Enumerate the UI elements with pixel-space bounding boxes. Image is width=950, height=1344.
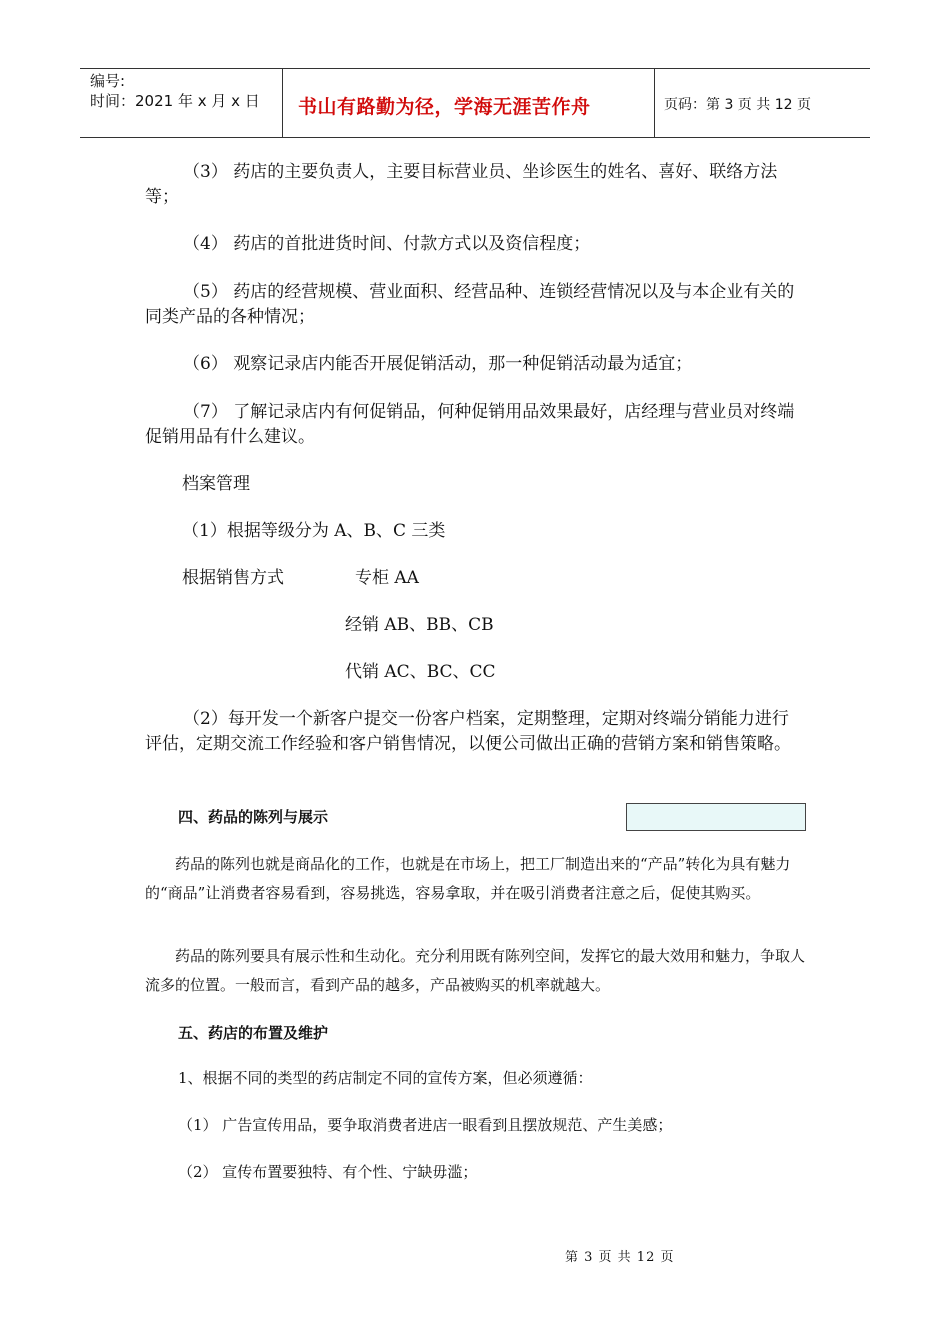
shaded-box: [626, 803, 806, 831]
archive-item-1: （1）根据等级分为 A、B、C 三类: [182, 521, 446, 541]
time-label: 时间：2021 年 x 月 x 日: [90, 92, 260, 110]
code-label: 编号:: [90, 72, 126, 90]
list-item: （2） 宣传布置要独特、有个性、宁缺毋滥；: [178, 1163, 478, 1181]
list-item: （4） 药店的首批进货时间、付款方式以及资信程度；: [183, 234, 591, 254]
paragraph: 药品的陈列也就是商品化的工作，也就是在市场上，把工厂制造出来的“产品”转化为具有魅力的“商品”让消费者容易看到，容易挑选，容易拿取，并在吸引消费者注意之后，促使其购买。: [145, 855, 791, 902]
section-heading: 四、药品的陈列与展示: [178, 808, 329, 826]
sales-type: 代销 AC、BC、CC: [345, 662, 496, 682]
header-divider: [654, 69, 655, 137]
sales-method-label: 根据销售方式: [182, 568, 284, 588]
page-footer: 第 3 页 共 12 页: [565, 1250, 675, 1265]
paragraph: 1、根据不同的类型的药店制定不同的宣传方案，但必须遵循：: [178, 1069, 593, 1087]
archive-title: 档案管理: [182, 474, 250, 494]
list-item: （6） 观察记录店内能否开展促销活动，那一种促销活动最为适宜；: [183, 354, 693, 374]
sales-type: 专柜 AA: [355, 568, 419, 588]
list-item: （5） 药店的经营规模、营业面积、经营品种、连锁经营情况以及与本企业有关的同类产品的各种情况；: [145, 282, 795, 327]
archive-item-2: （2）每开发一个新客户提交一份客户档案，定期整理，定期对终端分销能力进行评估，定期交流工作经验和客户销售情况，以便公司做出正确的营销方案和销售策略。: [145, 709, 791, 754]
header-page-info: 页码：第 3 页 共 12 页: [664, 97, 811, 113]
header-divider: [282, 69, 283, 137]
sales-type: 经销 AB、BB、CB: [345, 615, 494, 635]
header-motto: 书山有路勤为径，学海无涯苦作舟: [298, 96, 591, 118]
list-item: （1） 广告宣传用品，要争取消费者进店一眼看到且摆放规范、产生美感；: [178, 1116, 673, 1134]
list-item: （7） 了解记录店内有何促销品，何种促销用品效果最好，店经理与营业员对终端促销用品有什么建议。: [145, 402, 795, 447]
section-heading: 五、药店的布置及维护: [178, 1024, 329, 1042]
paragraph: 药品的陈列要具有展示性和生动化。充分利用既有陈列空间，发挥它的最大效用和魅力，争取人流多的位置。一般而言，看到产品的越多，产品被购买的机率就越大。: [145, 947, 806, 994]
list-item: （3） 药店的主要负责人，主要目标营业员、坐诊医生的姓名、喜好、联络方法等；: [145, 162, 778, 207]
